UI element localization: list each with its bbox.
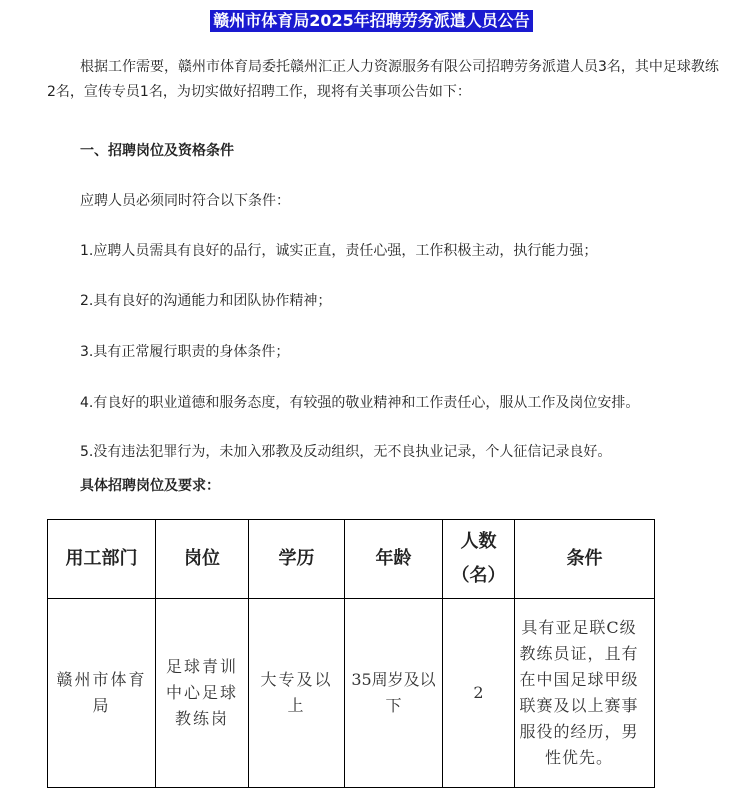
header-conditions: 条件 — [515, 520, 655, 599]
requirement-item: 3.具有正常履行职责的身体条件； — [80, 344, 290, 360]
header-count — [443, 520, 515, 599]
table-header-row — [48, 520, 655, 599]
cell-conditions — [515, 599, 655, 788]
requirement-item: 2.具有良好的沟通能力和团队协作精神； — [80, 293, 332, 309]
cell-position — [156, 599, 249, 788]
page-title: 赣州市体育局2025年招聘劳务派遣人员公告 — [210, 10, 533, 32]
cell-age — [345, 599, 443, 788]
table-row — [48, 599, 655, 788]
cell-count: 2 — [443, 599, 515, 788]
header-age: 年龄 — [345, 520, 443, 599]
positions-heading: 具体招聘岗位及要求： — [80, 478, 220, 494]
cell-education — [249, 599, 345, 788]
cell-education-text: 大专及以上 — [260, 670, 333, 715]
positions-table — [47, 519, 655, 788]
intro-paragraph: 根据工作需要，赣州市体育局委托赣州汇正人力资源服务有限公司招聘劳务派遣人员3名，其中足球教练2名，宣传专员1名，为切实做好招聘工作，现将有关事项公告如下： — [47, 59, 719, 100]
cell-age-text: 35周岁及以下 — [351, 670, 436, 715]
requirements-intro: 应聘人员必须同时符合以下条件： — [80, 193, 290, 209]
header-count-text: 人数（名） — [451, 531, 506, 586]
cell-conditions-text: 具有亚足联C级教练员证，且有在中国足球甲级联赛及以上赛事服役的经历，男性优先。 — [519, 618, 639, 767]
header-education: 学历 — [249, 520, 345, 599]
requirement-item: 1.应聘人员需具有良好的品行，诚实正直，责任心强，工作积极主动，执行能力强； — [80, 243, 598, 259]
requirement-item: 4.有良好的职业道德和服务态度，有较强的敬业精神和工作责任心，服从工作及岗位安排。 — [80, 395, 640, 411]
cell-department — [48, 599, 156, 788]
title-wrapper — [0, 10, 743, 32]
header-department: 用工部门 — [48, 520, 156, 599]
cell-department-text: 赣州市体育局 — [56, 670, 147, 715]
requirement-item: 5.没有违法犯罪行为，未加入邪教及反动组织，无不良执业记录，个人征信记录良好。 — [80, 444, 612, 460]
section-heading: 一、招聘岗位及资格条件 — [80, 143, 234, 159]
header-position: 岗位 — [156, 520, 249, 599]
cell-position-text: 足球青训中心足球教练岗 — [166, 657, 239, 728]
